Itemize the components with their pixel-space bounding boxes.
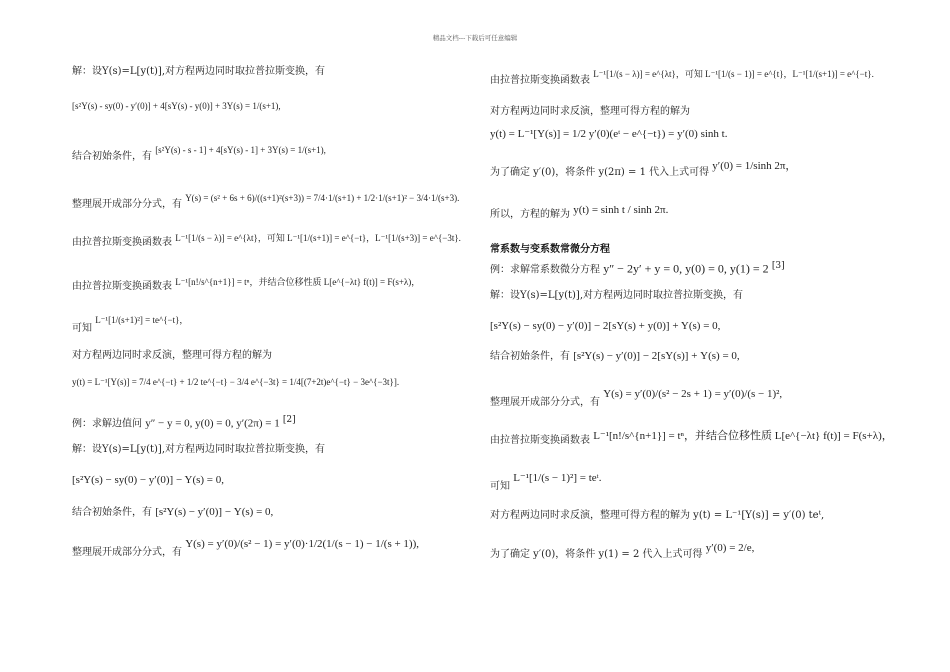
left-line-7-text: 可知 [72, 323, 92, 334]
left-line-3-text: 结合初始条件，有 [72, 151, 152, 162]
left-line-12-formula: [s²Y(s) − sy(0) − y′(0)] − Y(s) = 0, [72, 474, 225, 486]
right-line-9-text: 结合初始条件，有 [490, 351, 570, 362]
left-line-14-text: 整理展开成部分分式，有 [72, 547, 182, 558]
left-line-10 [72, 414, 296, 430]
right-line-10-formula: Y(s) = y′(0)/(s² − 2s + 1) = y′(0)/(s − 1)², [603, 388, 783, 400]
right-line-9-formula: [s²Y(s) − y′(0)] − 2[sY(s)] + Y(s) = 0, [573, 350, 740, 362]
right-line-6-reference: [3] [771, 261, 785, 271]
right-line-5-formula: y(t) = sinh t / sinh 2π. [573, 204, 669, 216]
left-line-9-formula: y(t) = L⁻¹[Y(s)] = 7/4 e^{−t} + 1/2 te^{−t} − 3/4 e^{−3t} = 1/4[(7+2t)e^{−t} − 3e^{−3t}]. [72, 377, 400, 387]
right-line-6-text: 例：求解常系数微分方程 [490, 264, 600, 276]
right-line-7: 解：设Y(s)=L[y(t)],对方程两边同时取拉普拉斯变换，有 [490, 290, 744, 301]
left-line-6-formula: L⁻¹[n!/s^{n+1}] = tⁿ，并结合位移性质 L[e^{−λt} f(t)] = F(s+λ)， [175, 277, 421, 287]
left-line-3 [72, 145, 326, 163]
left-line-4-formula: Y(s) = (s² + 6s + 6)/((s+1)²(s+3)) = 7/4·1/(s+1) + 1/2·1/(s+1)² − 3/4·1/(s+3). [185, 193, 460, 203]
right-line-9 [490, 350, 740, 363]
left-line-10-text: 例：求解边值问 [72, 418, 142, 430]
right-line-4-formula: y′(0) = 1/sinh 2π， [712, 160, 797, 172]
left-line-6 [72, 277, 421, 293]
left-line-10-formula: y″ − y = 0, y(0) = 0, y′(2π) = 1 [145, 417, 280, 430]
right-line-13: 对方程两边同时求反演，整理可得方程的解为 y(t) = L⁻¹[Y(s)] = y′(0) teᵗ, [490, 510, 825, 521]
right-line-14-text: 为了确定 y′(0)，将条件 y(1) = 2 代入上式可得 [490, 549, 703, 560]
left-line-8: 对方程两边同时求反演，整理可得方程的解为 [72, 350, 272, 361]
right-line-1-text: 由拉普拉斯变换函数表 [490, 75, 590, 86]
right-line-1-formula: L⁻¹[1/(s − λ)] = e^{λt}，可知 L⁻¹[1/(s − 1)] = e^{t}，L⁻¹[1/(s+1)] = e^{−t}. [593, 69, 874, 79]
right-line-6 [490, 260, 785, 276]
left-line-2-formula: [s²Y(s) - sy(0) - y′(0)] + 4[sY(s) - y(0)] + 3Y(s) = 1/(s+1), [72, 101, 281, 111]
right-line-8-formula: [s²Y(s) − sy(0) − y′(0)] − 2[sY(s) + y(0)] + Y(s) = 0, [490, 320, 721, 332]
right-line-1 [490, 69, 874, 87]
left-line-7 [72, 315, 189, 335]
right-line-14-formula: y′(0) = 2/e, [705, 542, 755, 554]
left-line-7-formula: L⁻¹[1/(s+1)²] = te^{−t}， [95, 315, 189, 325]
right-line-3-formula: y(t) = L⁻¹[Y(s)] = 1/2 y′(0)(eᵗ − e^{−t}) = y′(0) sinh t. [490, 128, 728, 140]
left-line-5-text: 由拉普拉斯变换函数表 [72, 237, 172, 248]
right-line-5-text: 所以，方程的解为 [490, 209, 570, 220]
left-line-3-formula: [s²Y(s) - s - 1] + 4[sY(s) - 1] + 3Y(s) = 1/(s+1), [155, 145, 326, 155]
left-line-11: 解：设Y(s)=L[y(t)],对方程两边同时取拉普拉斯变换，有 [72, 444, 326, 455]
right-line-11-formula: L⁻¹[n!/s^{n+1}] = tⁿ，并结合位移性质 L[e^{−λt} f(t)] = F(s+λ)， [593, 430, 893, 442]
right-line-10 [490, 388, 783, 409]
right-line-2: 对方程两边同时求反演，整理可得方程的解为 [490, 106, 690, 117]
right-line-11-text: 由拉普拉斯变换函数表 [490, 435, 590, 446]
right-line-5 [490, 204, 669, 221]
left-line-14-formula: Y(s) = y′(0)/(s² − 1) = y′(0)·1/2(1/(s − 1) − 1/(s + 1)), [185, 538, 420, 550]
left-line-4 [72, 193, 460, 211]
left-line-13-text: 结合初始条件，有 [72, 507, 152, 518]
right-line-4-text: 为了确定 y′(0)，将条件 y(2π) = 1 代入上式可得 [490, 167, 710, 178]
right-line-10-text: 整理展开成部分分式，有 [490, 397, 600, 408]
right-line-11 [490, 430, 893, 447]
right-line-4 [490, 160, 797, 179]
left-line-1: 解：设Y(s)=L[y(t)],对方程两边同时取拉普拉斯变换，有 [72, 66, 326, 77]
right-line-12-text: 可知 [490, 481, 510, 492]
left-line-5 [72, 233, 461, 249]
section-heading: 常系数与变系数常微分方程 [490, 244, 610, 255]
right-line-12-formula: L⁻¹[1/(s − 1)²] = teᵗ. [513, 472, 602, 484]
left-line-13-formula: [s²Y(s) − y′(0)] − Y(s) = 0, [155, 506, 274, 518]
right-line-12 [490, 472, 602, 493]
left-line-13 [72, 506, 273, 519]
right-line-6-formula: y″ − 2y′ + y = 0, y(0) = 0, y(1) = 2 [603, 261, 769, 276]
left-line-14 [72, 538, 420, 559]
left-line-5-formula: L⁻¹[1/(s − λ)] = e^{λt}，可知 L⁻¹[1/(s+1)] = e^{−t}，L⁻¹[1/(s+3)] = e^{−3t}. [175, 233, 461, 243]
left-line-10-reference: [2] [282, 415, 296, 425]
left-line-4-text: 整理展开成部分分式，有 [72, 199, 182, 210]
right-line-14 [490, 542, 755, 561]
page-header: 精品文档---下载后可任意编辑 [432, 34, 518, 42]
left-line-6-text: 由拉普拉斯变换函数表 [72, 281, 172, 292]
